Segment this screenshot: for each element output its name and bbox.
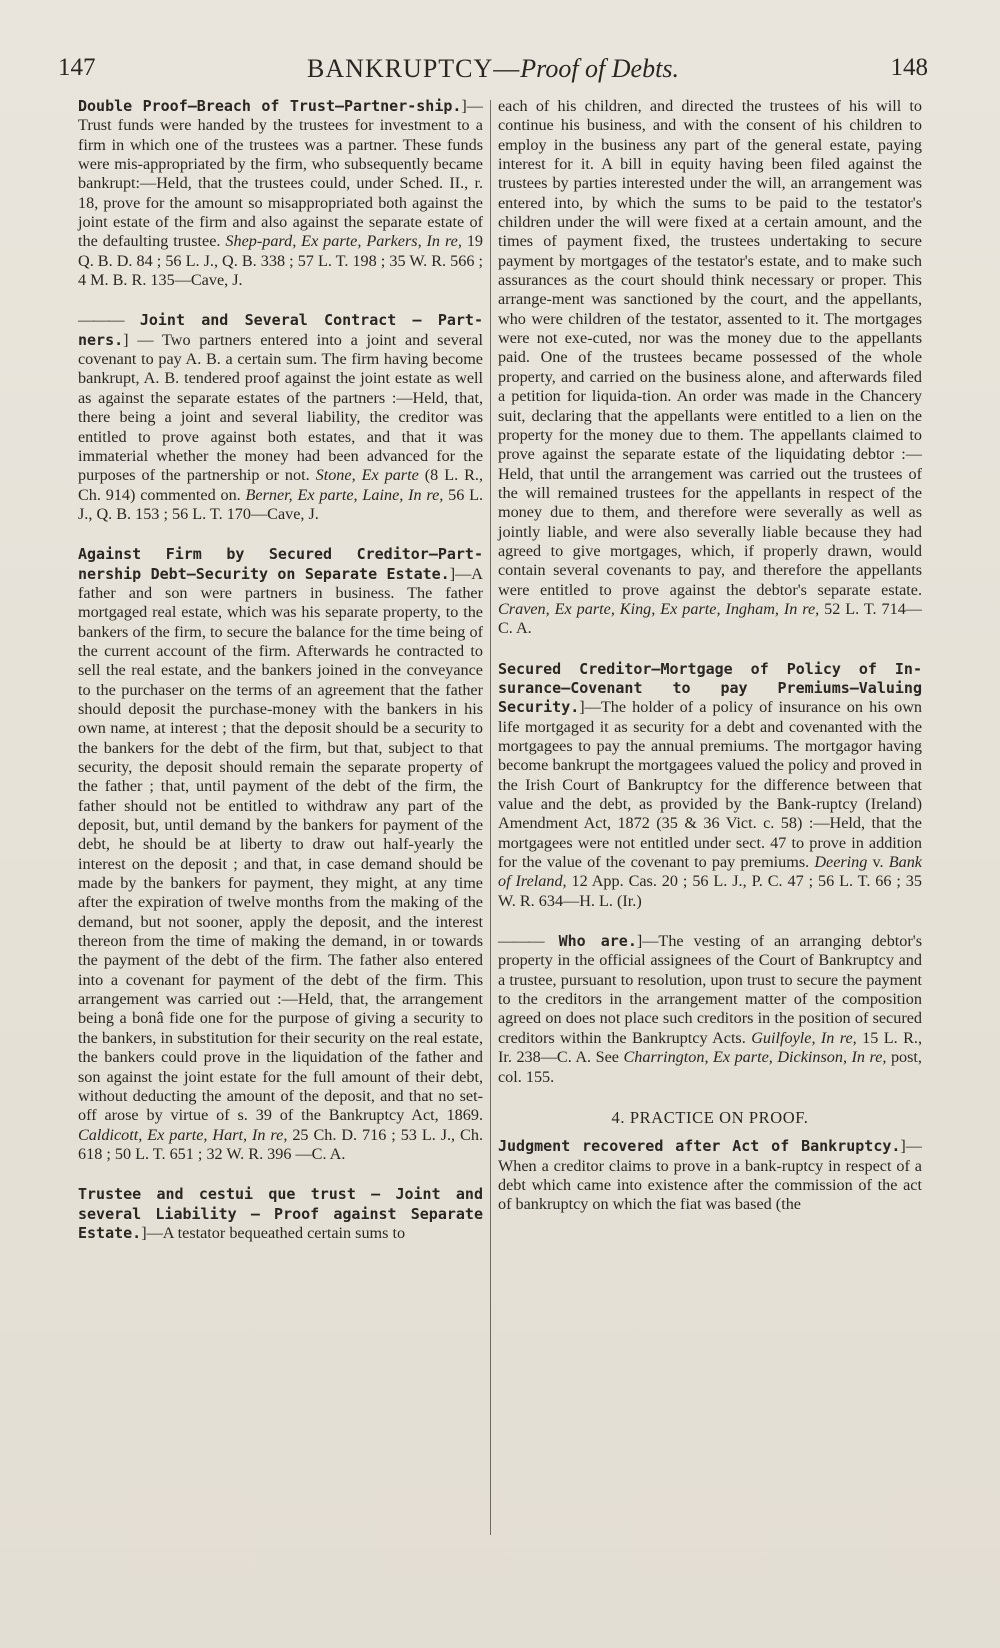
- entry-text: 19 Q. B. D. 84 ; 56 L. J., Q. B. 338 ; 57 L. T. 198 ; 35 W. R. 566 ; 4 M. B. R. 135—Cave, J.: [78, 232, 484, 290]
- entry-heading: Judgment recovered after Act of Bankruptcy.: [498, 1137, 901, 1156]
- page-number-right: 148: [890, 54, 928, 81]
- entry-dash: ———: [78, 311, 124, 330]
- case-citation: Berner, Ex parte, Laine, In re,: [245, 485, 444, 504]
- entry-text: ]—The vesting of an arranging debtor's property in the official assignees of the Court of Bankruptcy and a trustee, pursuant to resolution, upon trust to secure the payment to the creditors in the arrangement matter of the composition agreed on does not place such creditors in the position of secured creditors within the Bankruptcy Acts.: [498, 932, 922, 1047]
- entry-text: v.: [867, 853, 889, 872]
- entry-text: ] — Two partners entered into a joint and several covenant to pay A. B. a certain sum. The firm having become bankrupt, A. B. tendered proof against the joint estate as well as against the separate estates of the partners :—Held, that, there being a joint and several liability, the creditor was entitled to prove against both estates, and that it was immaterial whether the money had been advanced for the purposes of the partnership or not.: [78, 330, 483, 485]
- right-column: [498, 97, 922, 1236]
- entry-dash: ———: [498, 932, 544, 951]
- page-number-left: 147: [58, 54, 96, 81]
- entry-text: 12 App. Cas. 20 ; 56 L. J., P. C. 47 ; 56 L. T. 66 ; 35 W. R. 634—H. L. (Ir.): [498, 872, 922, 910]
- case-citation: Shep-pard, Ex parte, Parkers, In re,: [225, 232, 462, 251]
- entry-text: 25 Ch. D. 716 ; 53 L. J., Ch. 618 ; 50 L. T. 651 ; 32 W. R. 396 —C. A.: [78, 1125, 483, 1163]
- section-heading: 4. PRACTICE ON PROOF.: [611, 1107, 809, 1127]
- entry-text: 52 L. T. 714—C. A.: [498, 599, 922, 638]
- entry-double-proof: [78, 97, 483, 290]
- entry-heading: Trustee and cestui que trust — Joint and several Liability — Proof against Separate Estate.: [78, 1185, 483, 1242]
- entry-heading: Joint and Several Contract — Part-ners.: [78, 311, 483, 349]
- entry-heading: Against Firm by Secured Creditor—Part-nership Debt—Security on Separate Estate.: [78, 545, 483, 583]
- page-header: [58, 48, 928, 88]
- entry-text: post, col. 155.: [498, 1048, 922, 1086]
- entry-text: ]—A testator bequeathed certain sums to: [141, 1223, 406, 1242]
- entry-joint-several-contract: [78, 311, 483, 524]
- case-citation: Guilfoyle, In re,: [751, 1028, 857, 1047]
- case-citation: Stone, Ex parte: [315, 466, 419, 485]
- entry-heading: Who are.: [543, 932, 637, 951]
- column-divider: [490, 100, 491, 1535]
- entry-who-are: [498, 932, 922, 1087]
- running-title: [58, 54, 928, 84]
- left-column: [78, 97, 483, 1264]
- case-citation: Craven, Ex parte, King, Ex parte, Ingham, In re,: [498, 599, 820, 618]
- entry-heading: Double Proof—Breach of Trust—Partner-ship.: [78, 97, 462, 115]
- entry-policy-mortgage: [498, 660, 922, 911]
- running-title-sub: Proof of Debts.: [520, 54, 679, 83]
- entry-heading: Secured Creditor—Mortgage of Policy of In-surance—Covenant to pay Premiums—Valuing Security.: [498, 659, 922, 717]
- entry-judgment-recovered: [498, 1137, 922, 1214]
- entry-text: ]—When a creditor claims to prove in a bank-ruptcy in respect of a debt which came into existence after the commission of the act of bankruptcy on which the fiat was based (the: [498, 1137, 922, 1214]
- entry-text: ]—A father and son were partners in business. The father mortgaged real estate, which was his separate property, to the bankers of the firm, to secure the balance for the time being of the current account of the firm. Afterwards he contracted to sell the real estate, and the bankers joined in the conveyance to the purchaser on the terms of an agreement that the father should deposit the purchase-money with the bankers in his own name, at interest ; that the deposit should be a security to the bankers for the debt of the firm, but that, subject to that security, the deposit should remain the separate property of the father ; that, until payment of the debt of the firm, the father should not be entitled to withdraw any part of the deposit, but, until demand by the bankers for payment of the debt, he should be at liberty to draw out half-yearly the interest on the deposit ; and that, in case demand should be made by the bankers for payment, they might, at any time after the expiration of twelve months from the making of the demand, but not sooner, apply the deposit, and the interest thereon from the time of making the demand, in or towards the payment of the debt of the firm. The father also entered into a covenant for payment of the debt of the firm. This arrangement was carried out :—Held, that, the arrangement being a bonâ fide one for the purpose of giving a security to the bankers, in substitution for their security on the real estate, the bankers could prove in the liquidation of the father and son against the joint estate for the full amount of their debt, without deducting the amount of the deposit, and that no set-off arose by virtue of s. 39 of the Bankruptcy Act, 1869.: [78, 564, 483, 1125]
- case-citation: Charrington, Ex parte, Dickinson, In re,: [623, 1048, 887, 1067]
- entry-text: (8 L. R., Ch. 914) commented on.: [78, 466, 483, 504]
- entry-trustee-continued: [498, 97, 922, 639]
- entry-text: ]—The holder of a policy of insurance on his own life mortgaged it as security for a debt and covenanted with the mortgagees to pay the annual premiums. The mortgagor having become bankrupt the mortgagees valued the policy and proved in the Irish Court of Bankruptcy for the difference between that value and the debt, as provided by the Bank-ruptcy (Ireland) Amendment Act, 1872 (35 & 36 Vict. c. 58) :—Held, that the mortgagees were not entitled under sect. 47 to prove in addition for the value of the covenant to pay premiums.: [498, 698, 922, 872]
- entry-text: 15 L. R., Ir. 238—C. A. See: [498, 1028, 922, 1067]
- entry-text: ]—Trust funds were handed by the trustees for investment to a firm in which one of the trustees was a partner. These funds were mis-appropriated by the firm, who subsequently became bankrupt:—Held, that the trustees could, under Sched. II., r. 18, prove for the amount so misappropriated both against the joint estate of the firm and also against the separate estate of the defaulting trustee.: [78, 97, 483, 251]
- case-citation: Caldicott, Ex parte, Hart, In re,: [78, 1125, 288, 1144]
- running-title-main: BANKRUPTCY—: [307, 54, 521, 83]
- entry-text: each of his children, and directed the trustees of his will to continue his business, and with the consent of his children to employ in the business any part of the general estate, paying interest for it. A bill in equity having been filed against the trustees by parties interested under the will, an arrangement was entered into, by which the sums to be paid to the testator's children under the will were fixed at a certain amount, and the times of payment fixed, the trustees undertaking to secure payment by mortgages of the testator's estate, and to make such assurances as the court should think necessary or proper. This arrange-ment was sanctioned by the court, and the appellants, who were children of the testator, assented to it. The mortgages were not exe-cuted, nor was the money due to the appellants paid. One of the trustees became possessed of the whole property, and carried on the business alone, and afterwards filed a petition for liquida-tion. An order was made in the Chancery suit, declaring that the appellants were entitled to a lien on the property for the money due to them. The appellants claimed to prove against the separate estate of the liquidating debtor :—Held, that until the arrangement was carried out the trustees of the will remained trustees for the appellants in respect of the money due to them, and therefore were severally as well as jointly liable, and were also severally liable because they had agreed to give mortgages, which, if properly drawn, would contain several covenants to pay, and therefore the appellants were entitled to prove against the debtor's separate estate.: [498, 97, 922, 599]
- entry-trustee-cestui-que-trust: [78, 1185, 483, 1243]
- case-citation: Bank of Ireland,: [498, 853, 922, 891]
- entry-text: 56 L. J., Q. B. 153 ; 56 L. T. 170—Cave, J.: [78, 485, 484, 523]
- entry-secured-creditor-firm: [78, 545, 483, 1164]
- case-citation: Deering: [814, 853, 868, 872]
